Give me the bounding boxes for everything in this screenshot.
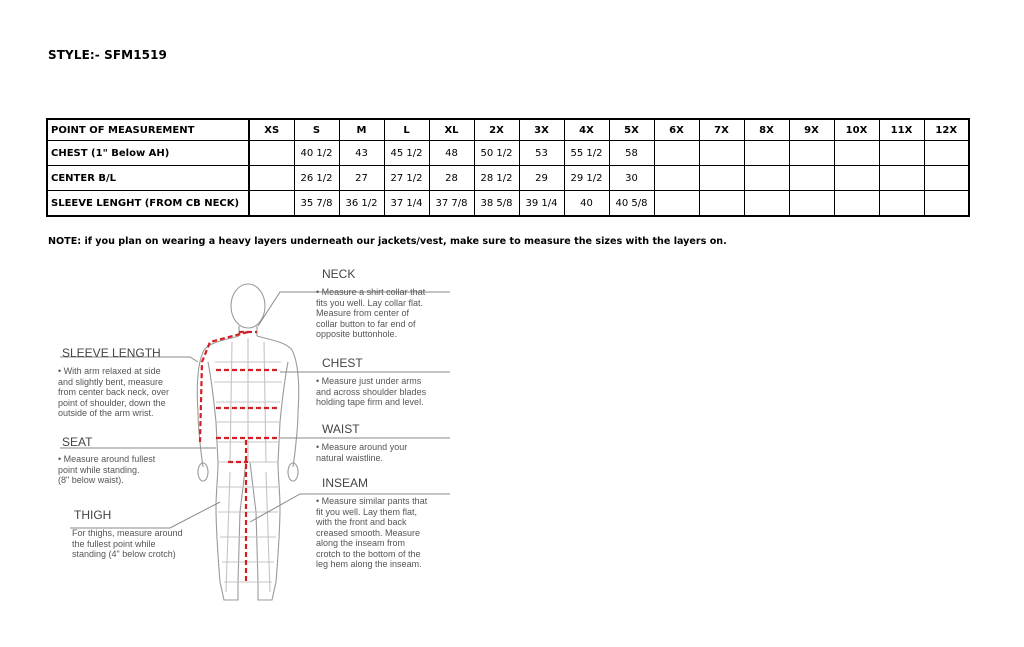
instruction-line: • Measure just under arms <box>316 376 422 386</box>
measurement-cell: 29 <box>519 166 564 191</box>
measurement-cell <box>789 141 834 166</box>
sleeve-length-title: SLEEVE LENGTH <box>62 346 161 360</box>
instruction-line: point while standing. <box>58 464 140 475</box>
instruction-line: • Measure around fullest <box>58 454 156 464</box>
column-header-size: 11X <box>879 119 924 141</box>
measurement-cell: 55 1/2 <box>564 141 609 166</box>
measurement-cell: 36 1/2 <box>339 191 384 217</box>
column-header-size: 3X <box>519 119 564 141</box>
instruction-line: along the inseam from <box>316 538 406 548</box>
measurement-cell: 58 <box>609 141 654 166</box>
column-header-size: 4X <box>564 119 609 141</box>
measurement-cell <box>924 191 969 217</box>
measurement-cell: 43 <box>339 141 384 166</box>
instruction-line: holding tape firm and level. <box>316 397 424 407</box>
instruction-line: • Measure a shirt collar that <box>316 287 426 297</box>
column-header-measurement: POINT OF MEASUREMENT <box>47 119 249 141</box>
measurement-cell <box>789 166 834 191</box>
measurement-cell <box>699 141 744 166</box>
inseam-title: INSEAM <box>322 476 369 490</box>
measurement-cell <box>834 191 879 217</box>
instruction-line: fit you well. Lay them flat, <box>316 506 418 517</box>
measurement-cell <box>744 191 789 217</box>
column-header-size: 8X <box>744 119 789 141</box>
column-header-size: 9X <box>789 119 834 141</box>
chest-instructions <box>316 376 466 408</box>
measurement-cell: 30 <box>609 166 654 191</box>
table-row <box>47 191 969 217</box>
measurement-cell <box>879 191 924 217</box>
instruction-line: Measure from center of <box>316 308 410 318</box>
measurement-cell <box>789 191 834 217</box>
measurement-cell: 28 <box>429 166 474 191</box>
instruction-line: with the front and back <box>316 517 407 527</box>
instruction-line: fits you well. Lay collar flat. <box>316 297 424 308</box>
instruction-line: outside of the arm wrist. <box>58 408 154 418</box>
measurement-cell <box>699 166 744 191</box>
measurement-cell <box>249 141 294 166</box>
measurement-cell <box>924 166 969 191</box>
inseam-instructions <box>316 496 466 570</box>
instruction-line: • Measure around your <box>316 442 408 452</box>
measurement-cell: 40 5/8 <box>609 191 654 217</box>
instruction-line: crotch to the bottom of the <box>316 548 421 559</box>
measurement-cell <box>879 166 924 191</box>
style-label: STYLE:- SFM1519 <box>48 48 167 62</box>
measurement-cell <box>879 141 924 166</box>
layering-note: NOTE: if you plan on wearing a heavy layers underneath our jackets/vest, make sure to measure the sizes with the layers on. <box>48 236 727 247</box>
measurement-cell: 27 1/2 <box>384 166 429 191</box>
measurement-cell: 40 1/2 <box>294 141 339 166</box>
measurement-cell: 27 <box>339 166 384 191</box>
measurement-cell <box>654 141 699 166</box>
measurement-cell <box>249 166 294 191</box>
instruction-line: opposite buttonhole. <box>316 329 398 339</box>
sleeve-length-instructions <box>58 366 208 419</box>
instruction-line: and slightly bent, measure <box>58 376 164 387</box>
measurement-cell: 45 1/2 <box>384 141 429 166</box>
table-row <box>47 141 969 166</box>
column-header-size: XL <box>429 119 474 141</box>
row-label: CENTER B/L <box>47 166 249 191</box>
table-header-row <box>47 119 969 141</box>
measurement-cell: 50 1/2 <box>474 141 519 166</box>
waist-instructions <box>316 442 466 463</box>
measurement-cell <box>654 166 699 191</box>
neck-instructions <box>316 287 466 340</box>
chest-title: CHEST <box>322 356 363 370</box>
column-header-size: XS <box>249 119 294 141</box>
measurement-cell <box>654 191 699 217</box>
measurement-cell: 37 7/8 <box>429 191 474 217</box>
row-label: CHEST (1" Below AH) <box>47 141 249 166</box>
measurement-cell: 29 1/2 <box>564 166 609 191</box>
measurement-cell: 35 7/8 <box>294 191 339 217</box>
measurement-cell: 40 <box>564 191 609 217</box>
measurement-cell: 28 1/2 <box>474 166 519 191</box>
measurement-cell: 37 1/4 <box>384 191 429 217</box>
row-label: SLEEVE LENGHT (FROM CB NECK) <box>47 191 249 217</box>
instruction-line: • Measure similar pants that <box>316 496 428 506</box>
column-header-size: L <box>384 119 429 141</box>
thigh-title: THIGH <box>74 508 112 522</box>
instruction-line: and across shoulder blades <box>316 386 427 397</box>
instruction-line: the fullest point while <box>72 538 156 549</box>
measurement-cell <box>834 141 879 166</box>
table-row <box>47 166 969 191</box>
waist-title: WAIST <box>322 422 360 436</box>
measurement-cell: 53 <box>519 141 564 166</box>
measurement-cell <box>699 191 744 217</box>
instruction-line: leg hem along the inseam. <box>316 559 422 569</box>
measurement-cell <box>744 166 789 191</box>
seat-instructions <box>58 454 208 486</box>
instruction-line: creased smooth. Measure <box>316 527 421 538</box>
measurement-cell: 39 1/4 <box>519 191 564 217</box>
seat-title: SEAT <box>62 435 93 449</box>
instruction-line: point of shoulder, down the <box>58 397 166 408</box>
size-chart-table <box>46 118 970 217</box>
instruction-line: natural waistline. <box>316 452 384 463</box>
instruction-line: For thighs, measure around <box>72 528 183 538</box>
column-header-size: 10X <box>834 119 879 141</box>
instruction-line: • With arm relaxed at side <box>58 366 161 376</box>
instruction-line: collar button to far end of <box>316 318 416 329</box>
neck-title: NECK <box>322 267 356 281</box>
measurement-cell: 38 5/8 <box>474 191 519 217</box>
measurement-cell: 26 1/2 <box>294 166 339 191</box>
instruction-line: (8" below waist). <box>58 475 124 485</box>
column-header-size: S <box>294 119 339 141</box>
measurement-guide <box>40 262 470 612</box>
column-header-size: 5X <box>609 119 654 141</box>
measurement-cell <box>249 191 294 217</box>
column-header-size: M <box>339 119 384 141</box>
measurement-cell: 48 <box>429 141 474 166</box>
column-header-size: 7X <box>699 119 744 141</box>
column-header-size: 2X <box>474 119 519 141</box>
thigh-instructions <box>72 528 222 560</box>
column-header-size: 6X <box>654 119 699 141</box>
instruction-line: standing (4" below crotch) <box>72 549 176 559</box>
measurement-cell <box>744 141 789 166</box>
measurement-cell <box>924 141 969 166</box>
measurement-cell <box>834 166 879 191</box>
instruction-line: from center back neck, over <box>58 387 170 397</box>
column-header-size: 12X <box>924 119 969 141</box>
